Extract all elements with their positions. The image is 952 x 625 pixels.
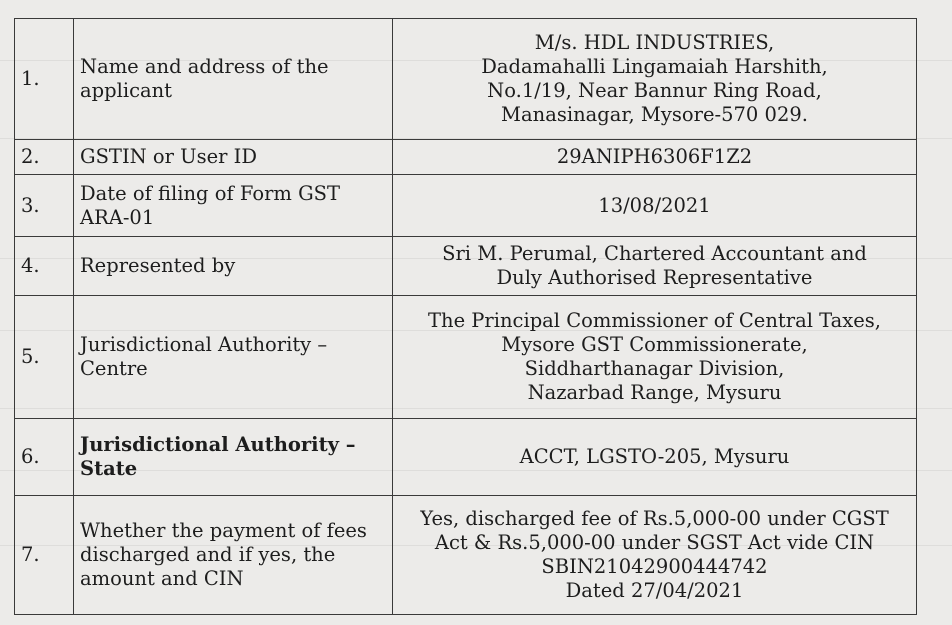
row-label: Date of filing of Form GST ARA-01: [74, 175, 393, 237]
row-value: [393, 19, 917, 140]
table-row: [15, 140, 917, 175]
value-line: Dadamahalli Lingamaiah Harshith,: [481, 55, 828, 78]
table-row: [15, 419, 917, 496]
row-label: Whether the payment of fees discharged and if yes, the amount and CIN: [74, 496, 393, 615]
row-value: [393, 140, 917, 175]
row-number: 6.: [15, 419, 74, 496]
table-row: [15, 19, 917, 140]
row-number: 2.: [15, 140, 74, 175]
row-label: Represented by: [74, 237, 393, 296]
applicant-details-table: [14, 18, 917, 615]
value-line: Manasinagar, Mysore-570 029.: [501, 103, 808, 126]
value-line: No.1/19, Near Bannur Ring Road,: [487, 79, 822, 102]
value-line: Duly Authorised Representative: [496, 266, 813, 289]
value-line: Yes, discharged fee of Rs.5,000-00 under CGST: [420, 507, 889, 530]
value-line: SBIN21042900444742: [541, 555, 768, 578]
value-line: 13/08/2021: [598, 193, 711, 217]
value-line: Act & Rs.5,000-00 under SGST Act vide CIN: [434, 531, 875, 554]
value-line: 29ANIPH6306F1Z2: [556, 145, 753, 168]
table-row: [15, 175, 917, 237]
value-line: ACCT, LGSTO-205, Mysuru: [519, 445, 790, 468]
row-value: [393, 175, 917, 237]
value-line: Siddharthanagar Division,: [524, 357, 785, 380]
row-value: [393, 496, 917, 615]
value-line: Dated 27/04/2021: [565, 579, 744, 602]
row-number: 5.: [15, 296, 74, 419]
row-value: [393, 237, 917, 296]
row-number: 3.: [15, 175, 74, 237]
row-label: Jurisdictional Authority – State: [74, 419, 393, 496]
row-value: [393, 296, 917, 419]
row-value: [393, 419, 917, 496]
row-label: Name and address of the applicant: [74, 19, 393, 140]
value-line: Sri M. Perumal, Chartered Accountant and: [442, 242, 867, 265]
row-number: 4.: [15, 237, 74, 296]
row-number: 7.: [15, 496, 74, 615]
table-row: [15, 296, 917, 419]
row-label: GSTIN or User ID: [74, 140, 393, 175]
value-line: Mysore GST Commissionerate,: [501, 333, 808, 356]
value-line: M/s. HDL INDUSTRIES,: [534, 31, 775, 54]
table-row: [15, 237, 917, 296]
value-line: Nazarbad Range, Mysuru: [527, 381, 782, 404]
row-number: 1.: [15, 19, 74, 140]
table-row: [15, 496, 917, 615]
value-line: The Principal Commissioner of Central Taxes,: [428, 309, 881, 332]
row-label: Jurisdictional Authority – Centre: [74, 296, 393, 419]
